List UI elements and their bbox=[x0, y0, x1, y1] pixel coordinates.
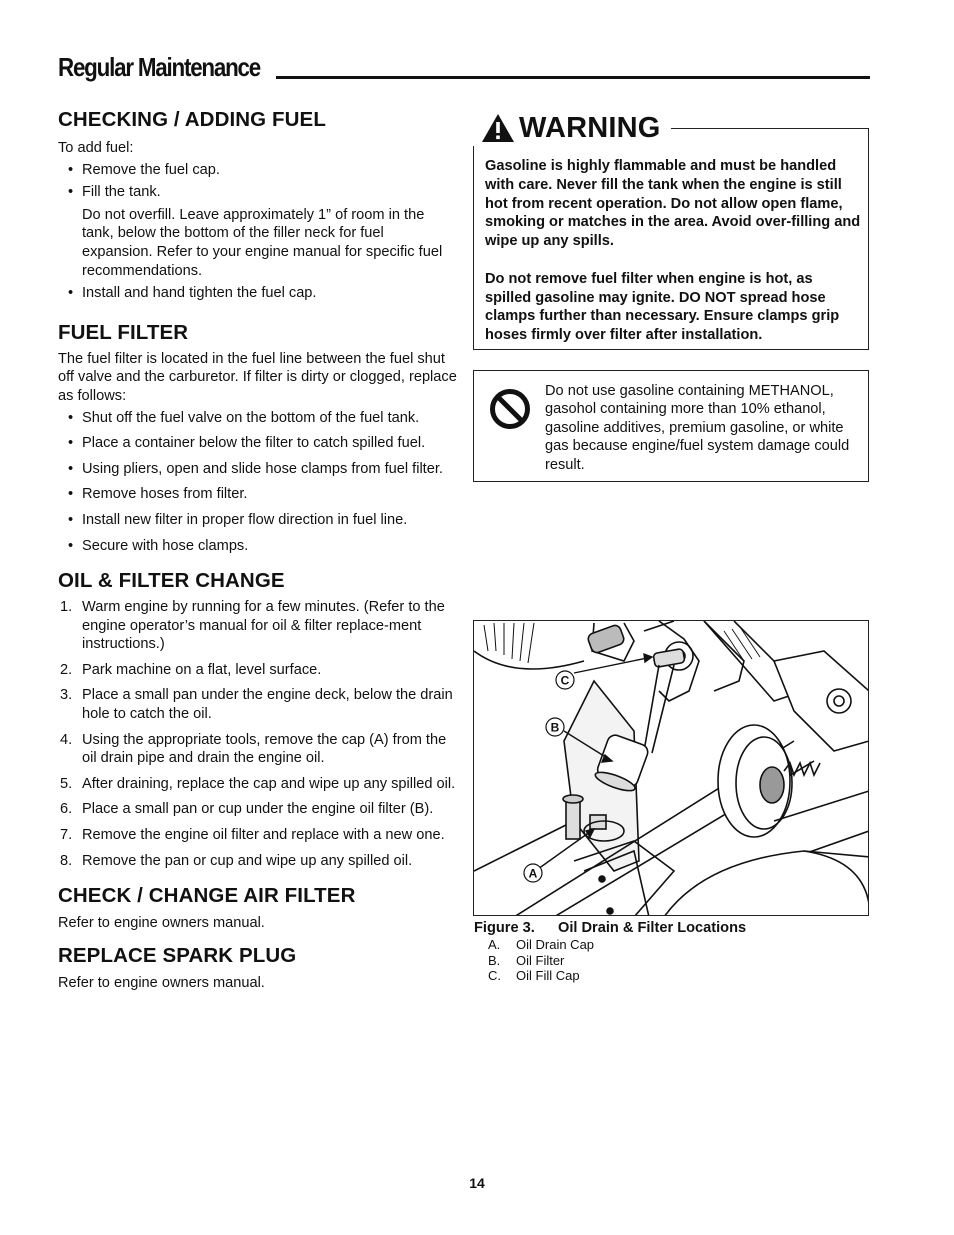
figure-title: Oil Drain & Filter Locations bbox=[558, 920, 747, 936]
header-rule bbox=[276, 76, 870, 79]
list-item bbox=[58, 826, 458, 845]
step-number: 6. bbox=[60, 801, 73, 818]
step-text: Place a small pan or cup under the engine oil filter (B). bbox=[82, 801, 434, 818]
step-text: After draining, replace the cap and wipe up any spilled oil. bbox=[82, 775, 456, 792]
callout-label-c: C bbox=[560, 673, 570, 688]
list-item bbox=[58, 800, 458, 819]
list-item: • Remove the fuel cap. bbox=[58, 161, 458, 180]
callout-label-a: A bbox=[528, 866, 538, 881]
legend-text: Oil Drain Cap bbox=[516, 937, 595, 952]
warning-triangle-icon bbox=[481, 113, 515, 143]
page-number: 14 bbox=[469, 1175, 485, 1191]
warning-paragraph: Do not remove fuel filter when engine is hot, as spilled gasoline may ignite. DO NOT spread hose clamps further than necessary. Ensure clamps grip hoses firmly over filter after installation. bbox=[485, 270, 840, 344]
legend-item bbox=[488, 953, 594, 969]
list-item bbox=[58, 775, 458, 794]
step-number: 7. bbox=[60, 827, 73, 844]
legend-text: Oil Filter bbox=[516, 952, 565, 968]
legend-key: C. bbox=[488, 968, 501, 983]
list-item bbox=[58, 598, 458, 654]
legend-text: Oil Fill Cap bbox=[516, 968, 580, 983]
warning-title: WARNING bbox=[519, 111, 661, 144]
list-item bbox=[58, 686, 458, 723]
page-header bbox=[58, 52, 870, 82]
section-heading-spark-plug: REPLACE SPARK PLUG bbox=[58, 943, 297, 967]
step-number: 2. bbox=[60, 661, 73, 678]
step-text: Remove the pan or cup and wipe up any spilled oil. bbox=[82, 852, 413, 869]
prohibited-icon bbox=[489, 388, 531, 430]
fuel-filter-intro: The fuel filter is located in the fuel line between the fuel shut off valve and the carburetor. If filter is dirty or clogged, replace as follows: bbox=[58, 350, 457, 404]
list-item bbox=[58, 661, 458, 680]
step-text: Remove the engine oil filter and replace with a new one. bbox=[82, 827, 445, 844]
step-text: Park machine on a flat, level surface. bbox=[82, 661, 322, 678]
figure-illustration bbox=[473, 620, 869, 916]
engine-drawing bbox=[474, 621, 869, 916]
legend-key: B. bbox=[488, 952, 501, 968]
fuel-note: Do not overfill. Leave approximately 1” of room in the tank, below the bottom of the filler neck for fuel expansion. Refer to your engine manual for specific fuel recommendations. bbox=[82, 206, 443, 279]
section-heading-fuel-filter: FUEL FILTER bbox=[58, 320, 189, 344]
step-text: Place a small pan under the engine deck, below the drain hole to catch the oil. bbox=[82, 687, 453, 723]
list-item bbox=[58, 852, 458, 871]
left-column bbox=[58, 108, 458, 992]
list-item: • Place a container below the filter to catch spilled fuel. bbox=[58, 434, 458, 453]
step-number: 5. bbox=[60, 775, 73, 792]
figure-legend bbox=[488, 937, 594, 984]
section-heading-air-filter: CHECK / CHANGE AIR FILTER bbox=[58, 884, 356, 908]
list-item: • Remove hoses from filter. bbox=[58, 485, 458, 504]
list-item bbox=[58, 731, 458, 768]
notice-text: Do not use gasoline containing METHANOL, gasohol containing more than 10% ethanol, gasoline additives, premium gasoline, or white gas because engine/fuel system damage could result. bbox=[545, 383, 850, 473]
figure-label: Figure 3. bbox=[474, 920, 535, 936]
step-text: Using the appropriate tools, remove the cap (A) from the oil drain pipe and drain the engine oil. bbox=[82, 731, 447, 767]
section-heading-oil: OIL & FILTER CHANGE bbox=[58, 569, 285, 593]
legend-item bbox=[488, 937, 594, 953]
legend-item bbox=[488, 968, 594, 984]
step-number: 4. bbox=[60, 731, 73, 748]
step-number: 1. bbox=[60, 599, 73, 616]
step-number: 3. bbox=[60, 687, 73, 704]
callout-label-b: B bbox=[550, 720, 560, 735]
warning-paragraph: Gasoline is highly flammable and must be handled with care. Never fill the tank when the engine is still hot from recent operation. Do not allow open flame, smoking or matches in the area. Avoid over-filling and wipe up any spills. bbox=[485, 158, 861, 250]
step-number: 8. bbox=[60, 852, 73, 869]
fuel-intro: To add fuel: bbox=[58, 140, 134, 156]
page-title: Regular Maintenance bbox=[58, 52, 261, 82]
air-filter-text: Refer to engine owners manual. bbox=[58, 915, 265, 932]
figure-caption bbox=[474, 920, 746, 936]
spark-plug-text: Refer to engine owners manual. bbox=[58, 974, 265, 991]
legend-key: A. bbox=[488, 937, 501, 952]
list-item: • Using pliers, open and slide hose clamps from fuel filter. bbox=[58, 460, 458, 479]
step-text: Warm engine by running for a few minutes. (Refer to the engine operator’s manual for oil & filter replace-ment instructions.) bbox=[82, 599, 445, 653]
list-item: • Install new filter in proper flow direction in fuel line. bbox=[58, 511, 458, 530]
list-item: • Secure with hose clamps. bbox=[58, 537, 458, 556]
warning-header bbox=[473, 110, 671, 146]
list-item: • Install and hand tighten the fuel cap. bbox=[58, 284, 458, 303]
list-item: • Shut off the fuel valve on the bottom of the fuel tank. bbox=[58, 409, 458, 428]
list-item: • Fill the tank. bbox=[58, 183, 458, 202]
section-heading-fuel: CHECKING / ADDING FUEL bbox=[58, 108, 326, 131]
warning-text bbox=[485, 157, 861, 345]
